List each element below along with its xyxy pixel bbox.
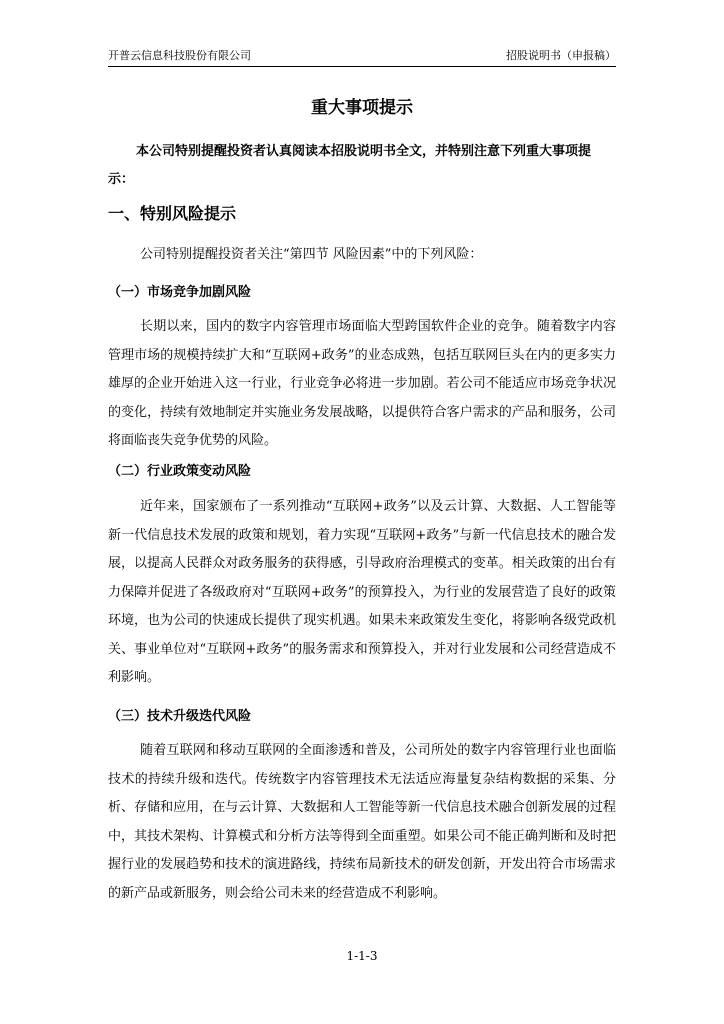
risk-body-market: 长期以来，国内的数字内容管理市场面临大型跨国软件企业的竞争。随着数字内容管理市场的规模持续扩大和“互联网+政务”的业态成熟，包括互联网巨头在内的更多实力雄厚的企业开始进入这一行业，行业竞争必将进一步加剧。若公司不能适应市场竞争状况的变化，持续有效地制定并实施业务发展战略，以提供符合客户需求的产品和服务，公司将面临丧失竞争优势的风险。	[108, 319, 616, 448]
risk-heading-policy: （二）行业政策变动风险	[108, 464, 252, 479]
page-number: 1-1-3	[346, 949, 378, 963]
risk-body-technology: 随着互联网和移动互联网的全面渗透和普及，公司所处的数字内容管理行业也面临技术的持续升级和迭代。传统数字内容管理技术无法适应海量复杂结构数据的采集、分析、存储和应用，在与云计算、大数据和人工智能等新一代信息技术融合创新发展的过程中，其技术架构、计算模式和分析方法等得到全面重塑。如果公司不能正确判断和及时把握行业的发展趋势和技术的演进路线，持续布局新技术的研发创新，开发出符合市场需求的新产品或新服务，则会给公司未来的经营造成不利影响。	[108, 743, 616, 901]
page-header	[108, 48, 616, 67]
section-lead: 公司特别提醒投资者关注“第四节 风险因素”中的下列风险：	[140, 247, 483, 262]
risk-body-policy: 近年来，国家颁布了一系列推动“互联网+政务”以及云计算、大数据、人工智能等新一代信息技术发展的政策和规划，着力实现“互联网+政务”与新一代信息技术的融合发展，以提高人民群众对政务服务的获得感，引导政府治理模式的变革。相关政策的出台有力保障并促进了各级政府对“互联网+政务”的预算投入，为行业的发展营造了良好的政策环境，也为公司的快速成长提供了现实机遇。如果未来政策发生变化，将影响各级党政机关、事业单位对“互联网+政务”的服务需求和预算投入，并对行业发展和公司经营造成不利影响。	[108, 499, 616, 685]
page-title: 重大事项提示	[311, 98, 413, 118]
section-heading: 一、特别风险提示	[108, 204, 237, 223]
header-company: 开普云信息科技股份有限公司	[108, 49, 251, 62]
risk-heading-technology: （三）技术升级迭代风险	[108, 709, 252, 724]
risk-heading-market: （一）市场竞争加剧风险	[108, 285, 252, 300]
header-doc-type: 招股说明书（申报稿）	[506, 49, 616, 62]
intro-paragraph: 本公司特别提醒投资者认真阅读本招股说明书全文，并特别注意下列重大事项提示：	[108, 144, 592, 187]
